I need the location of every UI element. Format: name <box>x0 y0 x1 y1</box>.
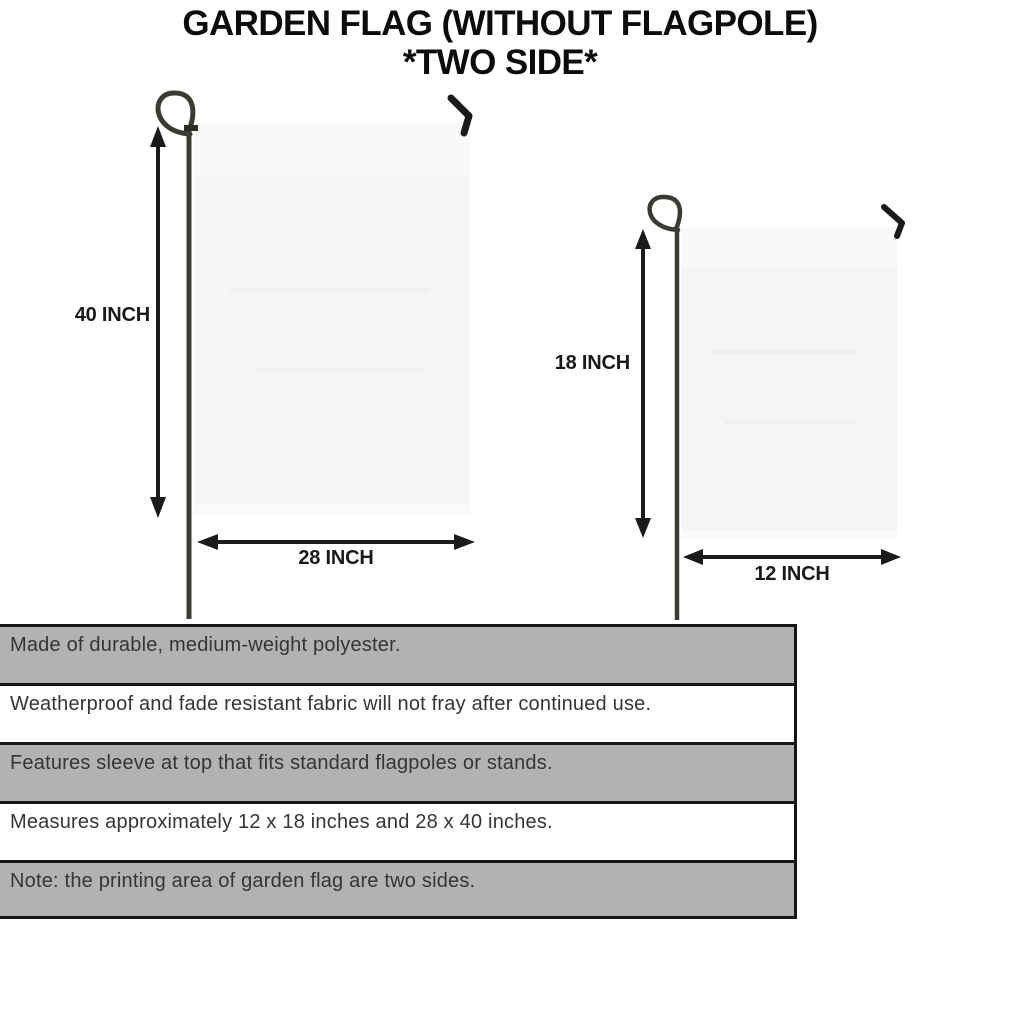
small-flag-group <box>635 197 902 620</box>
table-row <box>0 742 794 801</box>
features-table <box>0 624 797 919</box>
feature-text: Measures approximately 12 x 18 inches and 28 x 40 inches. <box>10 811 553 833</box>
feature-text: Features sleeve at top that fits standard flagpoles or stands. <box>10 752 553 774</box>
large-flag-sleeve <box>194 123 470 175</box>
feature-text: Note: the printing area of garden flag are two sides. <box>10 870 476 892</box>
small-flag-bottom-fold <box>681 530 897 540</box>
large-flag-width-label: 28 INCH <box>298 547 374 569</box>
large-flag-height-label: 40 INCH <box>74 304 150 326</box>
title-line-2: *TWO SIDE* <box>402 43 598 82</box>
small-flag-pole-loop <box>650 197 680 230</box>
table-row <box>0 860 794 919</box>
small-flag-height-arrow <box>635 229 651 538</box>
table-row <box>0 624 794 683</box>
small-flag-canvas <box>681 227 897 540</box>
feature-text: Weatherproof and fade resistant fabric will not fray after continued use. <box>10 693 652 715</box>
title-line-1: GARDEN FLAG (WITHOUT FLAGPOLE) <box>182 4 818 43</box>
small-flag-sleeve <box>681 227 897 267</box>
large-flag-height-arrow <box>150 126 166 518</box>
small-flag-wrinkle <box>725 420 855 424</box>
small-flag-height-label: 18 INCH <box>554 352 630 374</box>
small-flag-width-label: 12 INCH <box>754 563 830 585</box>
large-flag-wrinkle <box>255 368 425 373</box>
table-row <box>0 801 794 860</box>
large-flag-bottom-fold <box>194 503 470 516</box>
small-flag-wrinkle <box>710 350 860 354</box>
large-flag-canvas <box>194 123 470 516</box>
large-flag-group <box>150 93 475 619</box>
table-row <box>0 683 794 742</box>
feature-text: Made of durable, medium-weight polyester. <box>10 634 401 656</box>
large-flag-wrinkle <box>230 288 430 293</box>
